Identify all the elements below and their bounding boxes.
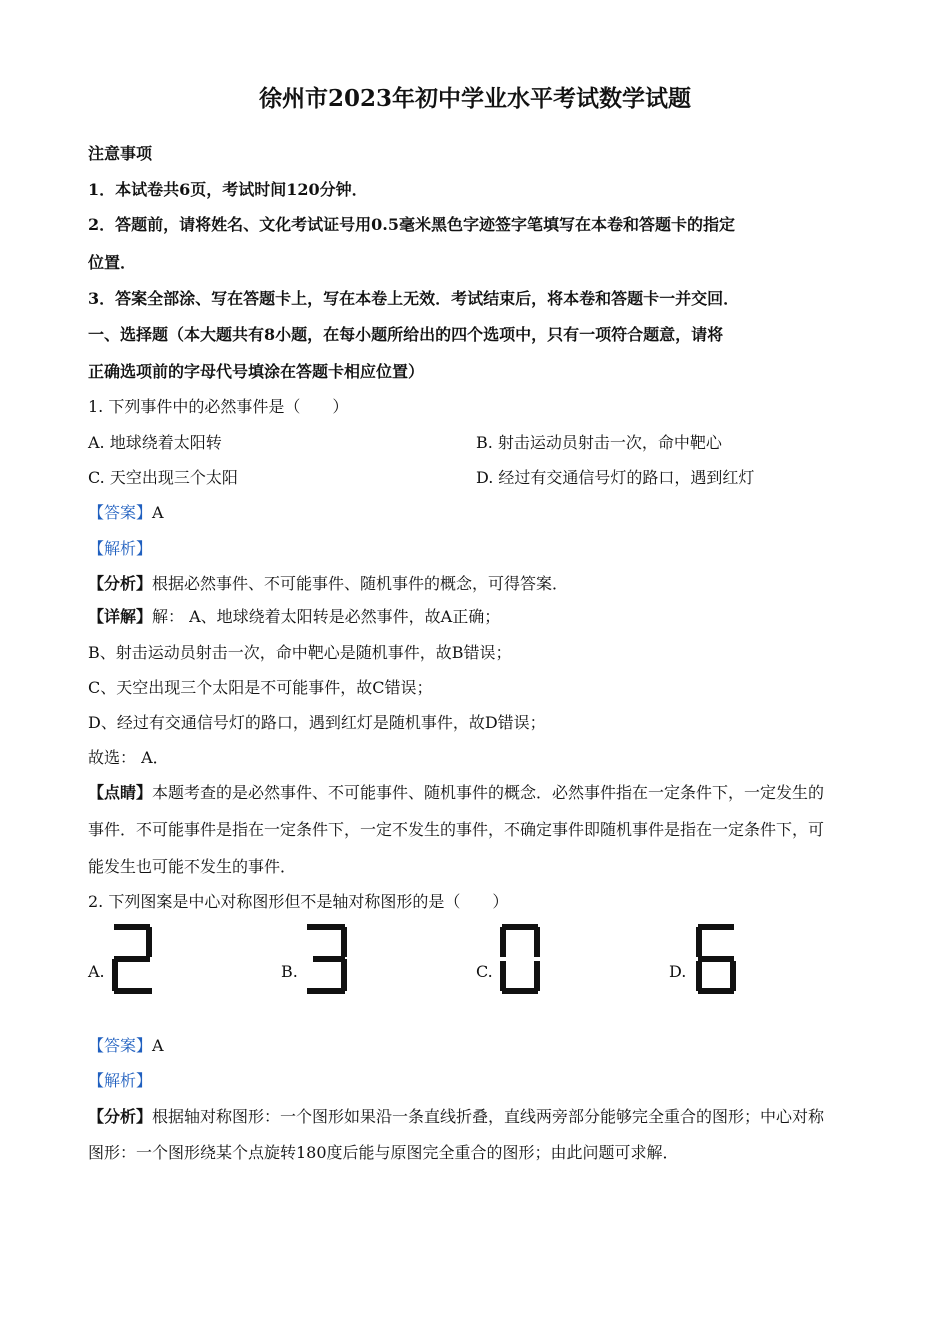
detail-text: 解： A、地球绕着太阳转是必然事件，故A正确； (152, 607, 501, 626)
q1-dianjing-2: 事件．不可能事件是指在一定条件下，一定不发生的事件，不确定事件即随机事件是指在一定条件下，可 (88, 820, 825, 839)
q1-detail (88, 607, 500, 627)
q2-label-d: D. (669, 962, 687, 981)
dianjing-tag: 【点睛】 (88, 783, 153, 802)
q1-analysis-tag: 【解析】 (88, 539, 153, 558)
fenxi-tag: 【分析】 (88, 574, 153, 593)
note-1: 1．本试卷共6页，考试时间120分钟． (88, 180, 368, 199)
q2-answer (88, 1036, 164, 1056)
q1-choose: 故选： A． (88, 748, 169, 767)
answer-tag: 【答案】 (88, 503, 153, 522)
digit-2-figure (108, 922, 156, 996)
answer-tag: 【答案】 (88, 1036, 153, 1055)
q2-label-c: C. (476, 962, 493, 981)
q1-fenxi (88, 574, 568, 594)
q2-fenxi (88, 1107, 824, 1127)
digit-6-figure (692, 922, 740, 996)
answer-value: A (152, 503, 164, 522)
q2-analysis-tag: 【解析】 (88, 1071, 153, 1090)
digit-0-figure (496, 922, 544, 996)
q1-option-c: C. 天空出现三个太阳 (88, 468, 238, 487)
q1-detail-b: B、射击运动员射击一次，命中靶心是随机事件，故B错误； (88, 643, 512, 662)
q2-label-b: B. (281, 962, 298, 981)
q1-option-a: A. 地球绕着太阳转 (88, 433, 222, 452)
q1-dianjing-3: 能发生也可能不发生的事件． (88, 857, 297, 876)
q1-option-d: D. 经过有交通信号灯的路口，遇到红灯 (476, 468, 755, 487)
answer-value: A (152, 1036, 164, 1055)
note-3: 3．答案全部涂、写在答题卡上，写在本卷上无效．考试结束后，将本卷和答题卡一并交回． (88, 289, 740, 308)
q1-detail-d: D、经过有交通信号灯的路口，遇到红灯是随机事件，故D错误； (88, 713, 546, 732)
note-2: 2．答题前，请将姓名、文化考试证号用0.5毫米黑色字迹签字笔填写在本卷和答题卡的指定 (88, 215, 735, 234)
page-title: 徐州市2023年初中学业水平考试数学试题 (258, 85, 691, 112)
q1-detail-c: C、天空出现三个太阳是不可能事件，故C错误； (88, 678, 433, 697)
dianjing-text: 本题考查的是必然事件、不可能事件、随机事件的概念．必然事件指在一定条件下，一定发生的 (152, 783, 825, 802)
digit-3-figure (303, 922, 351, 996)
section-heading-cont: 正确选项前的字母代号填涂在答题卡相应位置） (88, 362, 425, 381)
q2-fenxi-2: 图形：一个图形绕某个点旋转180度后能与原图完全重合的图形；由此问题可求解． (88, 1143, 679, 1162)
q1-answer (88, 503, 164, 523)
notes-heading: 注意事项 (88, 144, 153, 163)
section-heading: 一、选择题（本大题共有8小题，在每小题所给出的四个选项中，只有一项符合题意，请将 (88, 325, 724, 344)
q2-stem: 2. 下列图案是中心对称图形但不是轴对称图形的是（ ） (88, 892, 509, 911)
fenxi-tag: 【分析】 (88, 1107, 153, 1126)
q1-stem: 1. 下列事件中的必然事件是（ ） (88, 397, 349, 416)
note-2-cont: 位置． (88, 253, 137, 272)
q1-option-b: B. 射击运动员射击一次，命中靶心 (476, 433, 722, 452)
fenxi-text: 根据轴对称图形：一个图形如果沿一条直线折叠，直线两旁部分能够完全重合的图形；中心对称 (152, 1107, 825, 1126)
q2-label-a: A. (88, 962, 105, 981)
fenxi-text: 根据必然事件、不可能事件、随机事件的概念，可得答案． (152, 574, 569, 593)
detail-tag: 【详解】 (88, 607, 153, 626)
q1-dianjing (88, 783, 824, 803)
